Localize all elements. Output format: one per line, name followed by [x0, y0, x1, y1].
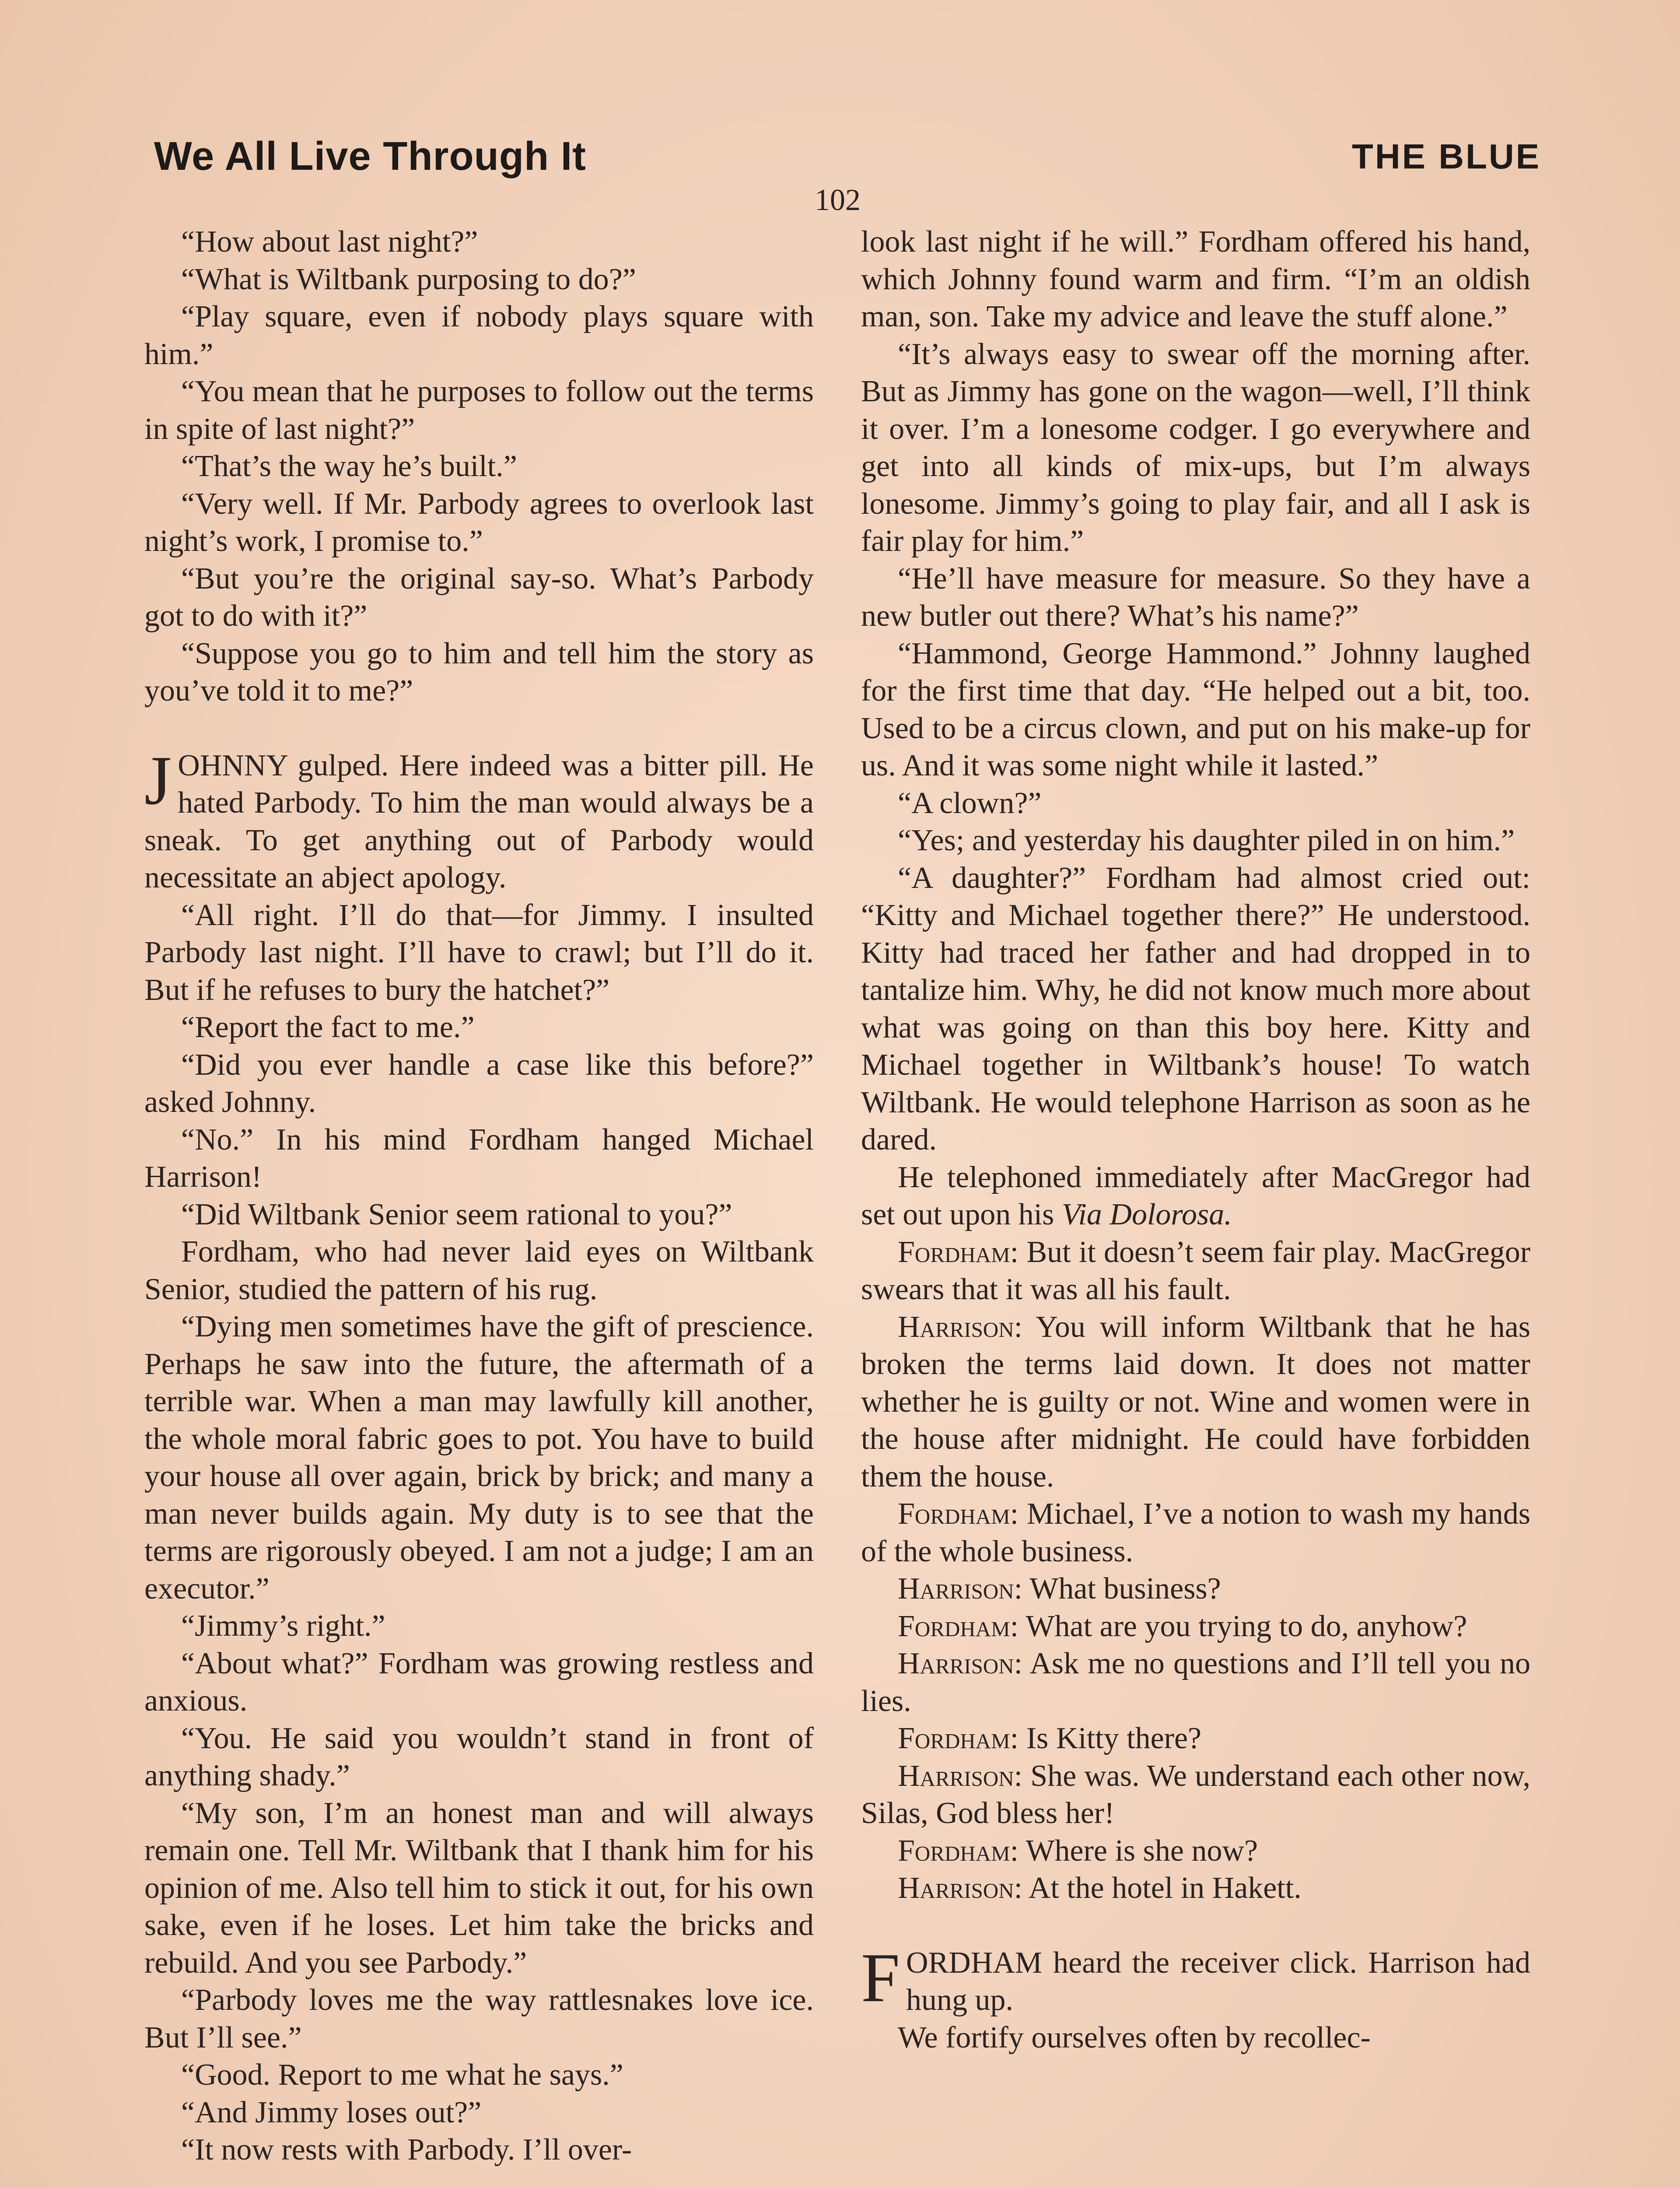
dialogue-line [861, 1234, 1530, 1308]
story-title: We All Live Through It [154, 134, 586, 179]
dialogue-text: You will inform Wiltbank that he has broken the terms laid down. It does not matter whether he is guilty or not. Wine and women were in the house after midnight. He could have forbidden them the house. [861, 1310, 1530, 1494]
paragraph: “But you’re the original say-so. What’s Parbody got to do with it?” [144, 561, 814, 633]
speaker-label: Fordham: [898, 1235, 1019, 1269]
section-paragraph [144, 741, 814, 897]
dialogue-line [861, 1570, 1530, 1608]
page-number: 102 [815, 183, 861, 217]
paragraph: “Suppose you go to him and tell him the story as you’ve told it to me?” [144, 636, 814, 708]
dialogue-text: Where is she now? [1026, 1834, 1258, 1868]
magazine-name: THE BLUE [1352, 137, 1541, 176]
telephone-intro-italic: Via Dolorosa. [1061, 1198, 1232, 1231]
dialogue-line [861, 1869, 1530, 1907]
left-column [144, 223, 814, 2169]
paragraph: “A clown?” [898, 786, 1042, 820]
paragraph: “He’ll have measure for measure. So they have a new butler out there? What’s his name?” [861, 561, 1530, 633]
paragraph: “About what?” Fordham was growing restless and anxious. [144, 1646, 814, 1718]
dialogue-text: What business? [1029, 1572, 1221, 1606]
dialogue-text: But it doesn’t seem fair play. MacGregor swears that it was all his fault. [861, 1235, 1531, 1306]
paragraph: “And Jimmy loses out?” [181, 2095, 482, 2129]
speaker-label: Harrison: [898, 1310, 1023, 1344]
drop-cap: F [861, 1938, 900, 2016]
paragraph: look last night if he will.” Fordham offered his hand, which Johnny found warm and firm. “I’m an oldish man, son. Take my advice and leave the stuff alone.” [861, 225, 1530, 333]
dialogue-text: At the hotel in Hakett. [1028, 1871, 1302, 1905]
section-text: ORDHAM heard the receiver click. Harrison had hung up. [906, 1946, 1530, 2017]
dialogue-line [861, 1645, 1530, 1720]
dialogue-text: Is Kitty there? [1026, 1722, 1202, 1755]
paragraph: “What is Wiltbank purposing to do?” [181, 262, 636, 296]
speaker-label: Harrison: [898, 1647, 1023, 1680]
paragraph: “All right. I’ll do that—for Jimmy. I insulted Parbody last night. I’ll have to crawl; but I’ll do it. But if he refuses to bury the hatchet?” [144, 898, 814, 1007]
speaker-label: Fordham: [898, 1834, 1019, 1868]
speaker-label: Harrison: [898, 1572, 1023, 1606]
dialogue-line [861, 1757, 1530, 1832]
paragraph: “Play square, even if nobody plays square with him.” [144, 300, 814, 371]
dialogue-text: What are you trying to do, anyhow? [1026, 1609, 1467, 1643]
paragraph: “Very well. If Mr. Parbody agrees to overlook last night’s work, I promise to.” [144, 487, 814, 558]
dialogue-line [861, 1495, 1530, 1570]
paragraph: “Hammond, George Hammond.” Johnny laughed for the first time that day. “He helped out a bit, too. Used to be a circus clown, and put on his make-up for us. And it was some night while it lasted.” [861, 636, 1530, 782]
dialogue-line [861, 1608, 1530, 1645]
dialogue-text: She was. We understand each other now, Silas, God bless her! [861, 1759, 1531, 1830]
speaker-label: Fordham: [898, 1497, 1019, 1531]
paragraph: Fordham, who had never laid eyes on Wiltbank Senior, studied the pattern of his rug. [144, 1235, 814, 1306]
paragraph: “A daughter?” Fordham had almost cried out: “Kitty and Michael together there?” He understood. Kitty had traced her father and had dropped in to tantalize him. Why, he did not know much more about what was going on than this boy here. Kitty and Michael together in Wiltbank’s house! To watch Wiltbank. He would telephone Harrison as soon as he dared. [861, 861, 1530, 1157]
paragraph: “How about last night?” [181, 225, 478, 259]
paragraph: “Good. Report to me what he says.” [181, 2058, 623, 2092]
dialogue-line [861, 1832, 1530, 1870]
paragraph: “It now rests with Parbody. I’ll over- [181, 2133, 632, 2167]
paragraph: “Did you ever handle a case like this before?” asked Johnny. [144, 1048, 814, 1119]
dialogue-text: Michael, I’ve a notion to wash my hands of the whole business. [861, 1497, 1530, 1568]
telephone-intro: He telephoned immediately after MacGregor had set out upon his [861, 1160, 1530, 1231]
paragraph: “That’s the way he’s built.” [181, 449, 517, 483]
dialogue-text: Ask me no questions and I’ll tell you no lies. [861, 1647, 1530, 1718]
section-text: OHNNY gulped. Here indeed was a bitter pill. He hated Parbody. To him the man would always be a sneak. To get anything out of Parbody would necessitate an abject apology. [144, 748, 814, 894]
paragraph: “Yes; and yesterday his daughter piled in on him.” [898, 824, 1515, 857]
paragraph: “It’s always easy to swear off the morning after. But as Jimmy has gone on the wagon—well, I’ll think it over. I’m a lonesome codger. I go everywhere and get into all kinds of mix-ups, but I’m always lonesome. Jimmy’s going to play fair, and all I ask is fair play for him.” [861, 337, 1530, 558]
dialogue-line [861, 1720, 1530, 1757]
paragraph: “You mean that he purposes to follow out the terms in spite of last night?” [144, 375, 814, 446]
paragraph: We fortify ourselves often by recollec- [898, 2020, 1371, 2055]
paragraph: “Dying men sometimes have the gift of prescience. Perhaps he saw into the future, the aftermath of a terrible war. When a man may lawfully kill another, the whole moral fabric goes to pot. You have to build your house all over again, brick by brick; and many a man never builds again. My duty is to see that the terms are rigorously obeyed. I am not a judge; I am an executor.” [144, 1310, 814, 1606]
paragraph: “You. He said you wouldn’t stand in front of anything shady.” [144, 1721, 814, 1792]
section-paragraph [861, 1938, 1530, 2019]
speaker-label: Harrison: [898, 1759, 1023, 1793]
speaker-label: Harrison: [898, 1871, 1023, 1905]
paragraph: “Did Wiltbank Senior seem rational to you?” [181, 1197, 732, 1231]
paragraph: “My son, I’m an honest man and will always remain one. Tell Mr. Wiltbank that I thank him for his opinion of me. Also tell him to stick it out, for his own sake, even if he loses. Let him take the bricks and rebuild. And you see Parbody.” [144, 1796, 814, 1980]
speaker-label: Fordham: [898, 1609, 1019, 1643]
paragraph: “No.” In his mind Fordham hanged Michael Harrison! [144, 1122, 814, 1194]
dialogue-line [861, 1308, 1530, 1496]
right-column [861, 223, 1530, 2056]
speaker-label: Fordham: [898, 1722, 1019, 1755]
paragraph: “Report the fact to me.” [181, 1010, 475, 1044]
paragraph [861, 1159, 1530, 1234]
paragraph: “Jimmy’s right.” [181, 1609, 385, 1643]
paragraph: “Parbody loves me the way rattlesnakes love ice. But I’ll see.” [144, 1983, 814, 2055]
drop-cap: J [144, 741, 172, 819]
